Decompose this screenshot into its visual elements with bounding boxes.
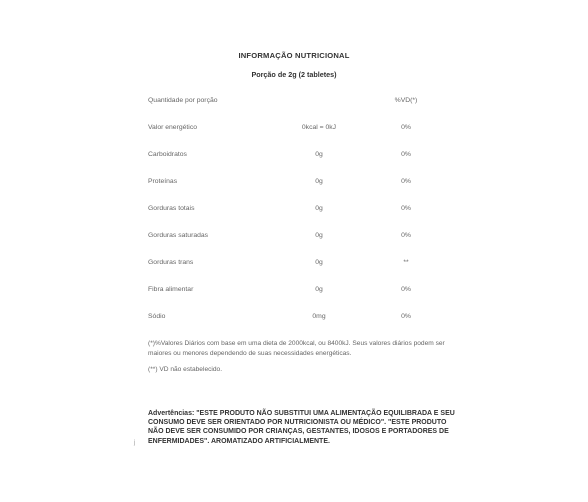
nutrient-amount: 0kcal = 0kJ — [301, 124, 337, 131]
table-row — [0, 205, 588, 217]
table-row — [0, 259, 588, 271]
nutrient-vd: 0% — [401, 313, 411, 320]
nutrition-title: INFORMAÇÃO NUTRICIONAL — [238, 51, 350, 60]
header-vd: %VD(*) — [394, 97, 418, 104]
nutrient-name: Gorduras totais — [148, 205, 195, 212]
nutrient-name: Fibra alimentar — [148, 286, 194, 293]
table-row — [0, 178, 588, 190]
table-row — [0, 151, 588, 163]
nutrient-vd: 0% — [401, 178, 411, 185]
table-row — [0, 286, 588, 298]
portion-size: Porção de 2g (2 tabletes) — [251, 70, 337, 79]
nutrient-vd: 0% — [401, 232, 411, 239]
nutrient-name: Carboidratos — [148, 151, 187, 158]
nutrient-vd: 0% — [401, 286, 411, 293]
nutrient-name: Valor energético — [148, 124, 197, 131]
nutrient-name: Gorduras trans — [148, 259, 194, 266]
stray-mark: j — [134, 440, 136, 446]
warning-text: Advertências: "ESTE PRODUTO NÃO SUBSTITUI UMA ALIMENTAÇÃO EQUILIBRADA E SEU CONSUMO DEVE SER ORIENTADO POR NUTRICIONISTA OU MÉDICO". "ESTE PRODUTO NÃO DEVE SER CONSUMIDO POR CRIANÇAS, GESTANTES, IDOSOS E PORTADORES DE ENFERMIDADES". AROMATIZADO ARTIFICIALMENTE. — [148, 410, 455, 445]
table-row — [0, 124, 588, 136]
nutrient-amount: 0g — [315, 259, 323, 266]
nutrient-amount: 0g — [315, 151, 323, 158]
nutrient-vd: ** — [403, 259, 409, 266]
nutrient-name: Proteínas — [148, 178, 178, 185]
nutrient-name: Sódio — [148, 313, 166, 320]
nutrient-amount: 0g — [315, 286, 323, 293]
table-row — [0, 313, 588, 325]
nutrient-vd: 0% — [401, 151, 411, 158]
nutrient-amount: 0g — [315, 232, 323, 239]
nutrient-amount: 0mg — [312, 313, 326, 320]
nutrient-vd: 0% — [401, 124, 411, 131]
header-quantity: Quantidade por porção — [148, 97, 218, 104]
table-header-row — [0, 97, 588, 109]
nutrient-amount: 0g — [315, 178, 323, 185]
nutrient-vd: 0% — [401, 205, 411, 212]
daily-values-footnote: (*)%Valores Diários com base em uma dieta de 2000kcal, ou 8400kJ. Seus valores diários podem ser maiores ou menores dependendo de suas necessidades energéticas. — [148, 340, 445, 357]
not-established-footnote: (**) VD não estabelecido. — [148, 366, 223, 373]
table-row — [0, 232, 588, 244]
nutrient-name: Gorduras saturadas — [148, 232, 209, 239]
nutrient-amount: 0g — [315, 205, 323, 212]
